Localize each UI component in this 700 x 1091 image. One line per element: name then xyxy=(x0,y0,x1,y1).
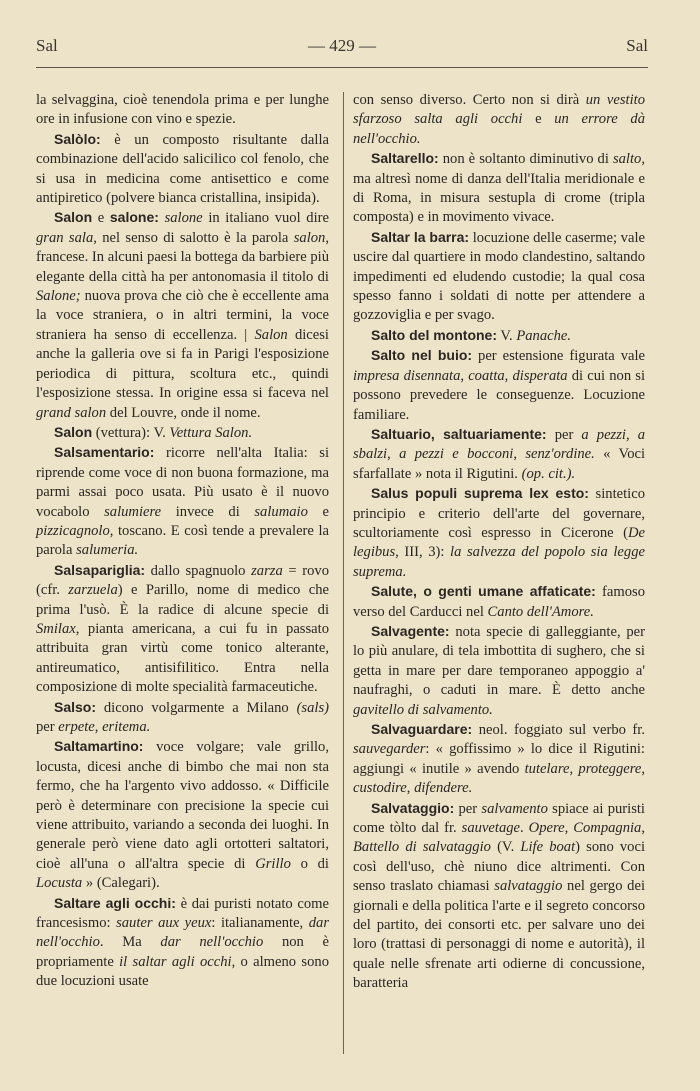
entry-text: ) e Parillo, nome di medico che prima l'usò. È la radice di alcune specie di xyxy=(36,582,329,618)
entry-text: « Voci sfarfallate » nota il Rigutini. xyxy=(353,446,646,482)
italic-text: a sbalzi xyxy=(353,426,646,463)
entry-text: , xyxy=(513,446,526,463)
entry-text: : « goffissimo » lo dice il Rigutini: aggiungi « inutile » avendo xyxy=(353,741,645,777)
dictionary-entry xyxy=(36,561,329,698)
italic-text: Grillo xyxy=(255,855,291,872)
entry-text: nota specie di galleggiante, per lo più anulare, di tela imbottita di sughero, che si getta in mare per dare temporaneo appoggio a' naufraghi, o caduti in mare. È detto anche xyxy=(353,623,645,699)
entry-text: dicesi anche la galleria ove si fa in Parigi l'esposizione periodica di pittura, scoltura etc., quindi l'esposizione stessa. In origine essa si faceva nel xyxy=(36,326,329,402)
entry-text: , nel senso di salotto è la parola xyxy=(93,229,294,246)
italic-text: un vestito sfarzoso salta agli occhi xyxy=(353,92,645,128)
entry-text: , francese. In alcuni paesi la bottega da barbiere più elegante della città ha per antonomasia il titolo di xyxy=(36,229,329,285)
italic-text: salto xyxy=(612,151,642,168)
entry-headword: Salvataggio: xyxy=(371,799,455,816)
entry-text: di cui non si possono prevedere le conseguenze. Locuzione familiare. xyxy=(353,367,645,423)
italic-text: Canto dell'Amore. xyxy=(487,603,594,620)
entry-text: del Louvre, onde il nome. xyxy=(106,404,261,421)
italic-text: salone xyxy=(164,210,203,227)
italic-text: gran sala xyxy=(36,229,94,246)
entry-text: o di xyxy=(290,855,329,872)
italic-text: il saltar agli occhi xyxy=(119,953,232,970)
dictionary-entry xyxy=(353,720,645,799)
entry-text: » (Calegari). xyxy=(82,875,160,892)
entry-text: dicono volgarmente a Milano xyxy=(96,699,297,716)
italic-text: Smilax xyxy=(36,620,76,637)
dictionary-entry xyxy=(353,425,645,484)
entry-text: , III, 3): xyxy=(395,544,451,561)
entry-headword: Salvagente: xyxy=(371,622,450,639)
entry-text: ricorre nell'alta Italia: si riprende come voce di non buona formazione, ma parmi assai poco usata. Più usato è il nuovo vocabolo xyxy=(36,445,329,520)
header-left-keyword: Sal xyxy=(36,36,58,55)
italic-text: Locusta xyxy=(36,875,83,892)
italic-text: grand salon xyxy=(36,404,107,421)
italic-text: proteggere xyxy=(578,760,642,777)
continued-text xyxy=(36,91,329,130)
dictionary-entry xyxy=(353,326,645,346)
italic-text: dar nell'occhio xyxy=(160,934,264,951)
italic-text: salvataggio xyxy=(494,878,563,895)
entry-headword: Salus populi suprema lex esto: xyxy=(371,485,589,502)
dictionary-entry xyxy=(353,149,645,228)
italic-text: senz'ordine. xyxy=(525,446,595,463)
entry-text: ) sono voci così dell'uso, chè niuno dice altrimenti. Con senso traslato chiamasi xyxy=(353,839,645,895)
entry-headword: Salute, o genti umane affaticate: xyxy=(371,583,596,600)
continued-text xyxy=(353,91,645,149)
italic-text: (sals) xyxy=(296,699,329,716)
dictionary-entry xyxy=(36,130,329,209)
italic-text: difendere. xyxy=(414,780,473,797)
italic-text: zarzuela xyxy=(68,582,118,599)
entry-text: invece di xyxy=(161,503,255,520)
entry-text: , xyxy=(641,760,646,777)
entry-text: non è propriamente xyxy=(36,934,330,970)
entry-text: V. xyxy=(497,327,517,344)
entry-text: con senso diverso. Certo non si dirà xyxy=(353,92,586,108)
italic-text: impresa disennata xyxy=(353,367,461,384)
italic-text: a pezzi xyxy=(581,426,626,443)
entry-text: = rovo (cfr. xyxy=(36,562,329,599)
entry-text: . xyxy=(520,820,529,837)
entry-headword: Salto nel buio: xyxy=(371,347,473,364)
italic-text: sauvegarder xyxy=(353,741,426,758)
entry-text: e xyxy=(522,111,555,128)
entry-text: e xyxy=(92,210,110,227)
entry-text: spiace ai puristi come tòlto dal fr. xyxy=(353,800,645,837)
entry-text: è un composto risultante dalla combinazione dell'acido salicilico col fenolo, che si usa in medicina come antisettico e come antipiretico (polvere bianca cristallina, insipida). xyxy=(36,131,329,207)
dictionary-entry xyxy=(353,228,645,326)
italic-text: salon xyxy=(293,229,326,246)
entry-text: , xyxy=(504,367,513,384)
italic-text: Salon xyxy=(254,326,288,343)
entry-text: in italiano vuol dire xyxy=(202,210,329,227)
italic-text: a pezzi e bocconi xyxy=(399,446,514,463)
entry-text: , xyxy=(569,760,579,777)
column-divider xyxy=(343,92,344,1054)
entry-text: per xyxy=(36,719,59,735)
italic-text: Life boat xyxy=(520,839,576,856)
entry-headword: Salòlo: xyxy=(54,130,101,147)
entry-text: . Ma xyxy=(99,934,161,951)
entry-text: è dai puristi notato come francesismo: xyxy=(36,895,329,932)
dictionary-entry xyxy=(36,698,329,738)
entry-text: , xyxy=(460,367,469,384)
entry-headword: Saltar la barra: xyxy=(371,228,470,245)
entry-headword: Salon xyxy=(54,423,93,440)
italic-text: gavitello di salvamento. xyxy=(353,701,493,718)
entry-text: , xyxy=(94,719,103,735)
dictionary-entry xyxy=(36,423,329,443)
italic-text: Battello di salvataggio xyxy=(353,839,491,856)
entry-headword: salone: xyxy=(109,209,159,226)
italic-text: coatta xyxy=(468,367,505,384)
dictionary-entry xyxy=(353,346,645,425)
italic-text: Opere xyxy=(528,820,565,837)
entry-text: : italianamente, xyxy=(211,915,309,932)
entry-headword: Salsapariglia: xyxy=(54,561,146,578)
running-header xyxy=(36,36,648,60)
right-column xyxy=(353,91,645,994)
entry-text: , toscano. E così tende a prevalere la parola xyxy=(36,522,329,559)
entry-headword: Salso: xyxy=(54,698,97,715)
dictionary-entry xyxy=(353,582,645,622)
entry-headword: Salon xyxy=(54,209,93,226)
entry-headword: Salvaguardare: xyxy=(371,721,473,737)
entry-text: la selvaggina, cioè tenendola prima e per lunghe ore in infusione con vino e spezie. xyxy=(36,92,329,128)
italic-text: (op. cit.). xyxy=(521,465,576,482)
italic-text: De legibus xyxy=(353,524,645,561)
left-column xyxy=(36,91,329,992)
dictionary-entry xyxy=(353,484,645,582)
entry-text: , xyxy=(564,820,574,837)
entry-text: , xyxy=(406,780,415,797)
italic-text: disperata xyxy=(512,367,568,384)
italic-text: eritema. xyxy=(102,719,151,735)
italic-text: dar nell'occhio xyxy=(36,915,329,951)
dictionary-entry xyxy=(353,622,645,720)
italic-text: Vettura Salon. xyxy=(169,424,253,441)
dictionary-entry xyxy=(36,737,329,893)
italic-text: tutelare xyxy=(524,760,570,777)
entry-text: , o almeno sono due locuzioni usate xyxy=(36,953,329,990)
page-number: — 429 — xyxy=(308,36,376,55)
italic-text: sauvetage xyxy=(461,820,521,837)
entry-text: , pianta americana, a cui fu in passato attribuita gran virtù come tonico alterante, antireumatico, antisifilitico. Entra nella composizione di molte specialità farmaceutiche. xyxy=(36,620,329,696)
italic-text: zarza xyxy=(251,562,283,579)
entry-text: neol. foggiato sul verbo fr. xyxy=(472,722,645,738)
entry-text: nel gergo dei giornali e della politica l'arte e il segreto concorso del partito, dei consorti etc. per salvare uno dei loro (trattasi di personaggi di nome e autorità), il quale nelle sfrenate arti odierne di concussione, baratteria xyxy=(353,878,645,992)
italic-text: erpete xyxy=(58,719,95,735)
header-right-keyword: Sal xyxy=(626,36,648,55)
entry-text: dallo spagnuolo xyxy=(145,562,252,579)
italic-text: un errore dà nell'occhio. xyxy=(353,111,645,147)
entry-text: , xyxy=(625,426,638,443)
entry-text: , xyxy=(641,820,646,837)
dictionary-entry xyxy=(353,799,645,994)
entry-headword: Salsamentario: xyxy=(54,444,155,461)
italic-text: salumeria. xyxy=(76,542,139,559)
entry-text: non è soltanto diminutivo di xyxy=(438,151,613,168)
entry-text: , ma altresì nome di danza dell'Italia meridionale e di Roma, in misura sestupla di crome (tripla composta) e in movimento vivace. xyxy=(353,151,645,226)
dictionary-entry xyxy=(36,208,329,422)
entry-text: e xyxy=(307,503,329,520)
italic-text: salumiere xyxy=(104,503,162,520)
italic-text: Salone; xyxy=(36,288,81,305)
dictionary-entry xyxy=(36,894,329,992)
entry-headword: Saltarello: xyxy=(371,150,439,167)
entry-headword: Saltuario, saltuariamente: xyxy=(371,425,547,442)
entry-text: nuova prova che ciò che è eccellente ama la voce straniera, o in altri termini, la voce straniera ha senso di eccellenza. | xyxy=(36,288,329,343)
entry-text: voce volgare; vale grillo, locusta, dicesi anche di bimbo che mai non sta fermo, che ha l'argento vivo addosso. « Difficile però è determinare con precisione la specie cui viene attribuito, variando a seconda dei luoghi. In generale però viene dato agli ortotteri saltatori, cioè all'una o all'altra specie di xyxy=(36,739,329,872)
entry-text: (vettura): V. xyxy=(92,424,170,441)
entry-text: sintetico principio e criterio dell'arte del governare, scultoriamente così espresso in Cicerone ( xyxy=(353,486,645,541)
italic-text: salumaio xyxy=(254,503,308,520)
entry-text: famoso verso del Carducci nel xyxy=(353,584,645,620)
italic-text: sauter aux yeux xyxy=(116,915,212,932)
entry-headword: Saltamartino: xyxy=(54,738,144,755)
entry-text: per estensione figurata vale xyxy=(472,348,645,365)
italic-text: pizzicagnolo xyxy=(36,522,110,539)
italic-text: Compagnia xyxy=(573,820,642,837)
italic-text: Panache. xyxy=(516,327,572,344)
italic-text: salvamento xyxy=(481,800,548,817)
dictionary-entry xyxy=(36,443,329,560)
entry-text: locuzione delle caserme; vale uscire dal quartiere in modo clandestino, saltando impedimenti ed eludendo custodie; la qual cosa spesso fanno i soldati di notte per attendere a gozzoviglia e per svago. xyxy=(353,229,645,324)
italic-text: custodire xyxy=(353,780,407,797)
italic-text: la salvezza del popolo sia legge suprema. xyxy=(353,544,645,580)
entry-text: per xyxy=(546,426,582,443)
entry-text: , xyxy=(387,446,400,463)
entry-text: (V. xyxy=(490,839,521,856)
entry-headword: Saltare agli occhi: xyxy=(54,894,176,911)
entry-headword: Salto del montone: xyxy=(371,326,497,343)
entry-text: per xyxy=(454,800,482,817)
header-rule xyxy=(36,67,648,68)
